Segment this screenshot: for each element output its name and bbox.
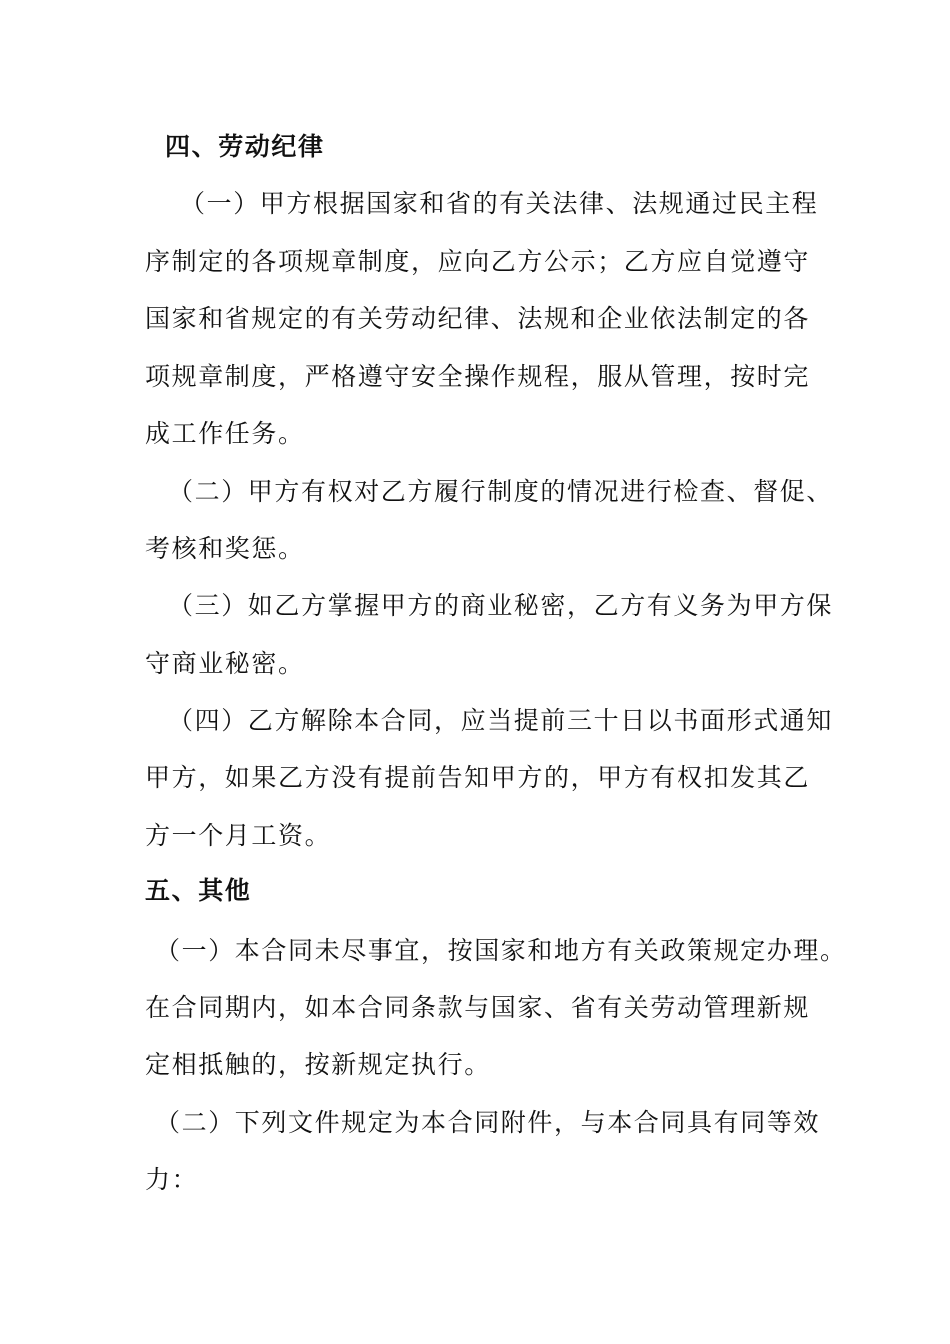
- text-line: （二）下列文件规定为本合同附件，与本合同具有同等效: [155, 1108, 821, 1137]
- text-line: 成工作任务。: [145, 419, 305, 448]
- text-line: 方一个月工资。: [145, 821, 332, 850]
- text-line: （二）甲方有权对乙方履行制度的情况进行检查、督促、: [168, 477, 834, 506]
- text-line: 定相抵触的，按新规定执行。: [145, 1050, 491, 1079]
- text-line: 力：: [145, 1165, 199, 1194]
- text-line: 考核和奖惩。: [145, 534, 305, 563]
- section-heading-other: 五、其他: [145, 876, 252, 905]
- text-line: 甲方，如果乙方没有提前告知甲方的，甲方有权扣发其乙: [145, 763, 811, 792]
- text-line: （三）如乙方掌握甲方的商业秘密，乙方有义务为甲方保: [168, 591, 834, 620]
- section-heading-labor-discipline: 四、劳动纪律: [165, 132, 325, 161]
- text-line: （四）乙方解除本合同，应当提前三十日以书面形式通知: [168, 706, 834, 735]
- text-line: 守商业秘密。: [145, 649, 305, 678]
- text-line: 序制定的各项规章制度，应向乙方公示；乙方应自觉遵守: [145, 247, 811, 276]
- text-line: 在合同期内，如本合同条款与国家、省有关劳动管理新规: [145, 993, 811, 1022]
- text-line: （一）本合同未尽事宜，按国家和地方有关政策规定办理。: [155, 936, 847, 965]
- text-line: （一）甲方根据国家和省的有关法律、法规通过民主程: [180, 189, 819, 218]
- text-line: 国家和省规定的有关劳动纪律、法规和企业依法制定的各: [145, 304, 811, 333]
- text-line: 项规章制度，严格遵守安全操作规程，服从管理，按时完: [145, 362, 811, 391]
